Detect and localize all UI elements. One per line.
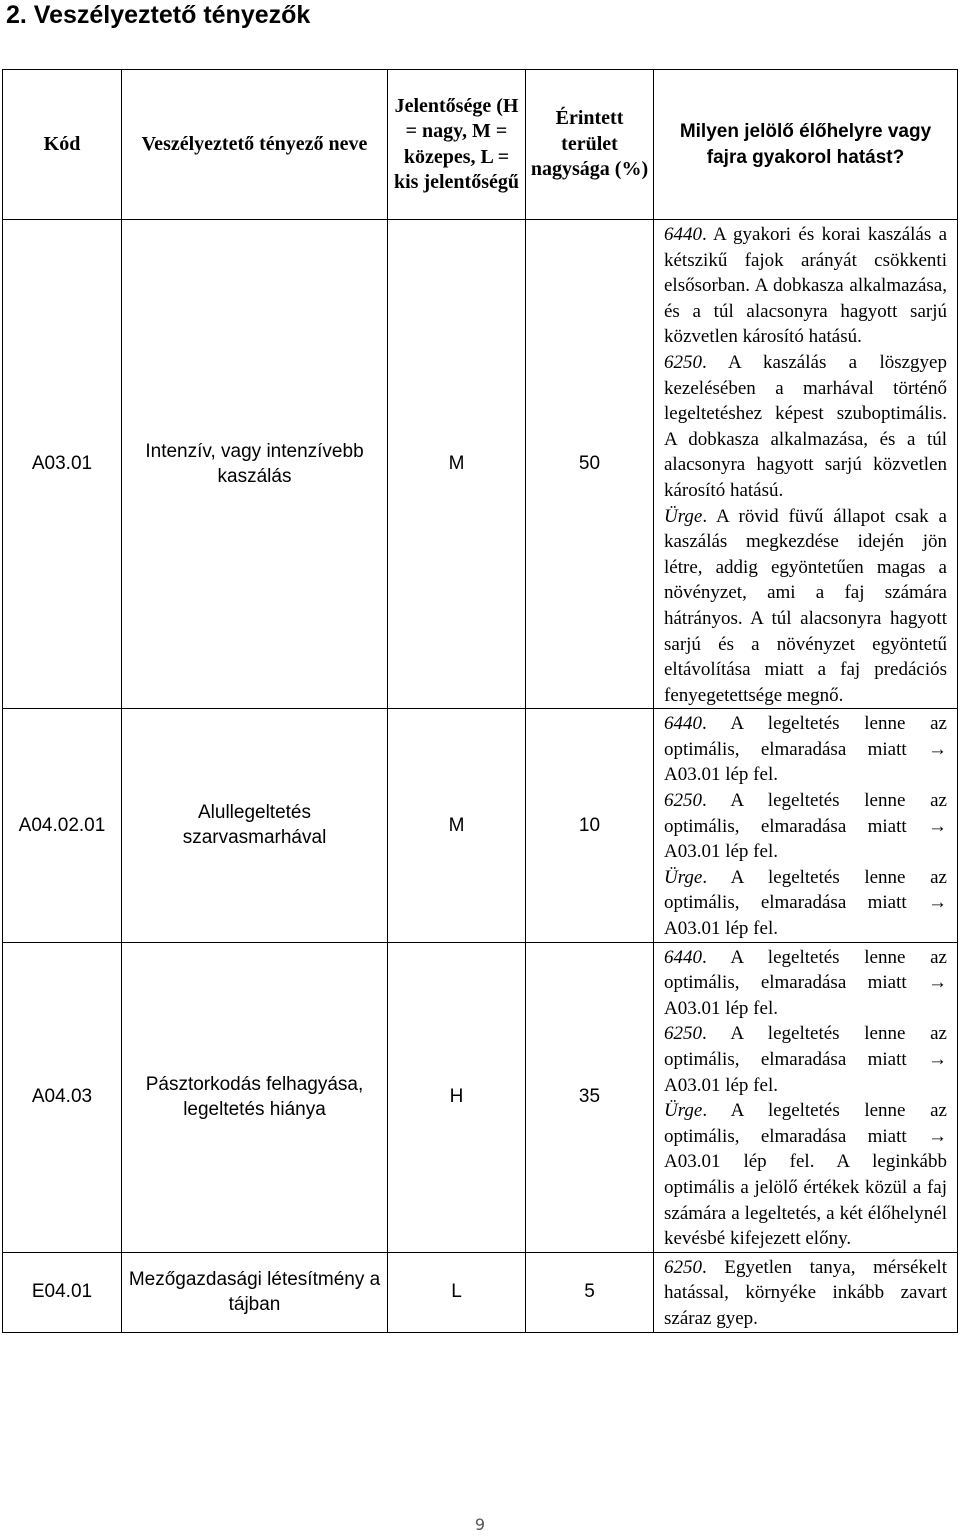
header-affected-target: Milyen jelölő élőhelyre vagy fajra gyakorol hatást? (654, 70, 958, 220)
effect-cell (654, 942, 958, 1252)
factor-name-cell: Pásztorkodás felhagyása, legeltetés hiánya (122, 942, 388, 1252)
significance-cell: H (388, 942, 526, 1252)
effect-target: 6440 (664, 224, 702, 245)
factor-name-cell: Alullegeltetés szarvasmarhával (122, 709, 388, 942)
area-cell: 50 (526, 220, 654, 709)
effect-text: . A legeltetés lenne az optimális, elmaradása miatt → A03.01 lép fel. A leginkább optimális a jelölő értékek közül a faj számára a legeltetés, a két élőhelynél kevésbé kifejezett előny. (664, 1100, 947, 1250)
effect-paragraph (664, 711, 947, 788)
threat-factors-table (2, 69, 958, 1333)
factor-name-cell: Intenzív, vagy intenzívebb kaszálás (122, 220, 388, 709)
area-cell: 5 (526, 1252, 654, 1332)
effect-paragraph (664, 1098, 947, 1252)
effect-paragraph (664, 945, 947, 1022)
table-row (3, 1252, 958, 1332)
area-cell: 35 (526, 942, 654, 1252)
header-factor-name: Veszélyeztető tényező neve (122, 70, 388, 220)
table-row (3, 942, 958, 1252)
effect-text: . Egyetlen tanya, mérsékelt hatással, környéke inkább zavart száraz gyep. (664, 1256, 947, 1329)
effect-paragraph (664, 1021, 947, 1098)
code-cell: A04.02.01 (3, 709, 122, 942)
header-code: Kód (3, 70, 122, 220)
code-cell: A03.01 (3, 220, 122, 709)
effect-paragraph (664, 350, 947, 504)
effect-target: 6250 (664, 790, 702, 812)
page-number: 9 (474, 1515, 486, 1534)
effect-text: . A gyakori és korai kaszálás a kétszikű fajok arányát csökkenti elsősorban. A dobkasza alkalmazása, és a túl alacsonyra hagyott sarjú közvetlen károsító hatású. (664, 224, 947, 348)
effect-text: . A legeltetés lenne az optimális, elmaradása miatt → A03.01 lép fel. (664, 1023, 947, 1096)
header-affected-area: Érintett terület nagysága (%) (526, 70, 654, 220)
effect-text: . A rövid füvű állapot csak a kaszálás megkezdése idején jön létre, addig egyöntetűen magas a növényzet, ami a faj számára hátrányos. A túl alacsonyra hagyott sarjú és a növényzet egyöntetű eltávolítása miatt a faj predációs fenyegetettsége megnő. (664, 505, 947, 706)
effect-cell (654, 709, 958, 942)
effect-target: 6250 (664, 1256, 702, 1278)
table-header-row (3, 70, 958, 220)
effect-paragraph (664, 1255, 947, 1332)
effect-text: . A legeltetés lenne az optimális, elmaradása miatt → A03.01 lép fel. (664, 790, 947, 863)
effect-text: . A legeltetés lenne az optimális, elmaradása miatt → A03.01 lép fel. (664, 713, 947, 786)
significance-cell: M (388, 220, 526, 709)
table-row (3, 220, 958, 709)
header-significance: Jelentősége (H = nagy, M = közepes, L = kis jelentőségű (388, 70, 526, 220)
significance-cell: M (388, 709, 526, 942)
factor-name-cell: Mezőgazdasági létesítmény a tájban (122, 1252, 388, 1332)
effect-text: . A legeltetés lenne az optimális, elmaradása miatt → A03.01 lép fel. (664, 866, 947, 940)
code-cell: E04.01 (3, 1252, 122, 1332)
effect-paragraph (664, 504, 947, 709)
effect-target: Ürge (664, 505, 703, 527)
effect-paragraph (664, 222, 947, 350)
effect-paragraph (664, 788, 947, 865)
section-heading: 2. Veszélyeztető tényezők (6, 1, 311, 29)
effect-target: 6250 (664, 1023, 702, 1045)
effect-target: Ürge (664, 866, 703, 888)
effect-target: Ürge (664, 1100, 703, 1122)
effect-cell (654, 1252, 958, 1332)
area-cell: 10 (526, 709, 654, 942)
effect-cell (654, 220, 958, 709)
effect-paragraph (664, 865, 947, 942)
table-row (3, 709, 958, 942)
effect-text: . A kaszálás a löszgyep kezelésében a marhával történő legeltetéshez képest szuboptimális. A dobkasza alkalmazása, és a túl alacsonyra hagyott sarjú közvetlen károsító hatású. (664, 351, 947, 501)
effect-text: . A legeltetés lenne az optimális, elmaradása miatt → A03.01 lép fel. (664, 946, 947, 1019)
code-cell: A04.03 (3, 942, 122, 1252)
effect-target: 6440 (664, 946, 702, 968)
effect-target: 6250 (664, 351, 702, 373)
effect-target: 6440 (664, 713, 702, 735)
significance-cell: L (388, 1252, 526, 1332)
